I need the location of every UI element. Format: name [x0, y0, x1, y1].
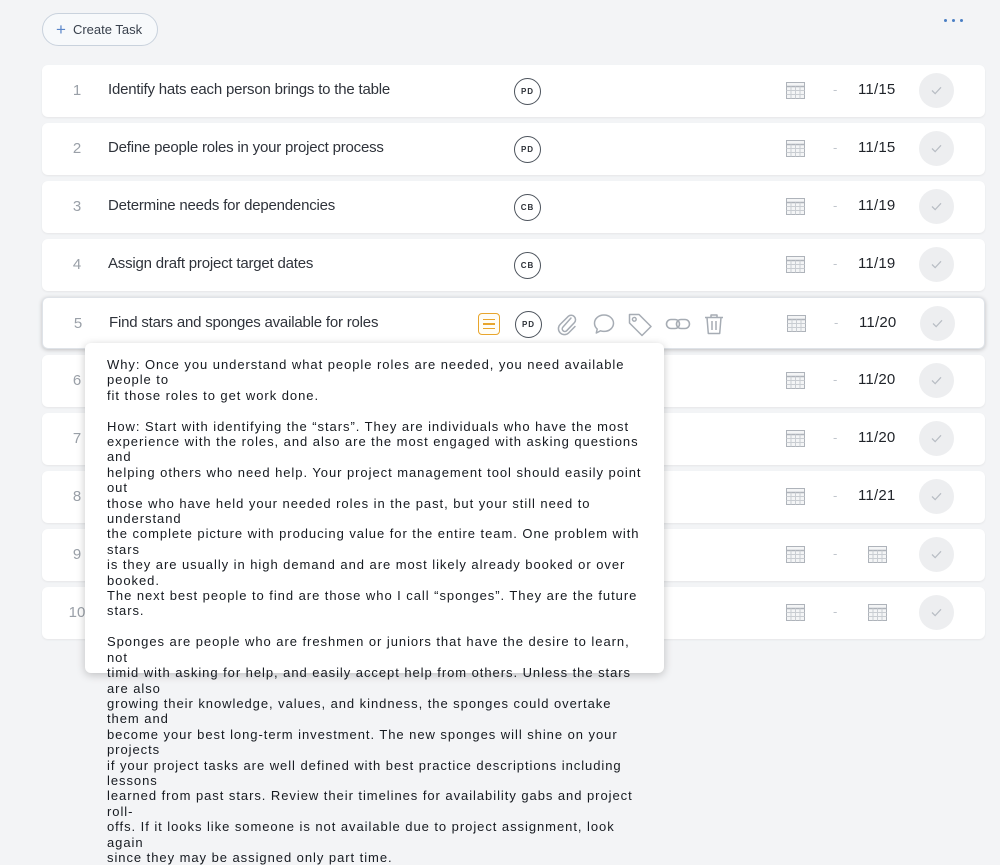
due-date[interactable]: 11/15 [858, 139, 896, 156]
task-row[interactable] [42, 123, 985, 175]
task-number: 3 [72, 198, 82, 215]
more-horizontal-icon[interactable] [944, 19, 963, 22]
due-date-calendar-icon[interactable] [868, 604, 887, 621]
complete-check-icon[interactable] [919, 421, 954, 456]
task-row[interactable] [42, 239, 985, 291]
due-date[interactable]: 11/20 [859, 314, 897, 331]
start-date-calendar-icon[interactable] [786, 430, 805, 447]
notes-paragraph: How: Start with identifying the “stars”. They are individuals who have the most experience with the roles, and also are the most engaged with asking questions and helping others who need help. Your project management tool should easily point out those who have held your needed roles in the past, but your still need to understand the complete picture with producing value for the entire team. One problem with stars is they are usually in high demand and are most likely already booked or over booked. The next best people to find are those who I call “sponges”. They are the future stars. [107, 418, 642, 619]
assignee-avatar[interactable]: PD [514, 78, 541, 105]
date-separator: - [833, 430, 838, 445]
task-number: 2 [72, 140, 82, 157]
date-separator: - [834, 315, 839, 330]
task-number: 4 [72, 256, 82, 273]
complete-check-icon[interactable] [919, 595, 954, 630]
task-number: 1 [72, 82, 82, 99]
notes-paragraph: Why: Once you understand what people roles are needed, you need available people to fit those roles to get work done. [107, 357, 625, 403]
date-separator: - [833, 372, 838, 387]
assignee-avatar[interactable]: CB [514, 252, 541, 279]
attachment-icon[interactable] [555, 312, 581, 336]
task-number: 10 [68, 604, 86, 621]
due-date[interactable]: 11/19 [858, 197, 896, 214]
task-number: 6 [72, 372, 82, 389]
date-separator: - [833, 546, 838, 561]
due-date[interactable]: 11/15 [858, 81, 896, 98]
task-row[interactable] [42, 65, 985, 117]
create-task-label: Create Task [72, 22, 143, 37]
date-separator: - [833, 488, 838, 503]
notes-paragraph: Sponges are people who are freshmen or juniors that have the desire to learn, not timid with asking for help, and easily accept help from others. Unless the stars are also growing their knowledge, values, and kindness, the sponges could overtake them and become your best long-term investment. The new sponges will shine on your projects if your project tasks are well defined with best practice descriptions including lessons learned from past stars. Review their timelines for availability gabs and project roll- offs. If it looks like someone is not available due to project assignment, look again since they may be assigned only part time. [107, 634, 633, 865]
task-number: 5 [73, 315, 83, 332]
notes-icon[interactable] [478, 313, 500, 335]
task-title[interactable]: Determine needs for dependencies [108, 197, 336, 214]
start-date-calendar-icon[interactable] [786, 256, 805, 273]
task-title[interactable]: Find stars and sponges available for roles [109, 314, 379, 331]
task-row[interactable] [42, 181, 985, 233]
date-separator: - [833, 82, 838, 97]
task-number: 7 [72, 430, 82, 447]
assignee-avatar[interactable]: PD [514, 136, 541, 163]
date-separator: - [833, 256, 838, 271]
link-icon[interactable] [665, 312, 691, 336]
task-notes-popup [85, 343, 664, 865]
date-separator: - [833, 140, 838, 155]
assignee-avatar[interactable]: PD [515, 311, 542, 338]
start-date-calendar-icon[interactable] [787, 315, 806, 332]
complete-check-icon[interactable] [919, 189, 954, 224]
start-date-calendar-icon[interactable] [786, 82, 805, 99]
complete-check-icon[interactable] [919, 247, 954, 282]
comment-icon[interactable] [592, 312, 618, 336]
start-date-calendar-icon[interactable] [786, 546, 805, 563]
complete-check-icon[interactable] [919, 537, 954, 572]
due-date[interactable]: 11/19 [858, 255, 896, 272]
start-date-calendar-icon[interactable] [786, 604, 805, 621]
due-date[interactable]: 11/21 [858, 487, 896, 504]
task-title[interactable]: Define people roles in your project process [108, 139, 384, 156]
task-number: 9 [72, 546, 82, 563]
task-row[interactable] [42, 297, 985, 349]
complete-check-icon[interactable] [920, 306, 955, 341]
assignee-avatar[interactable]: CB [514, 194, 541, 221]
due-date[interactable]: 11/20 [858, 429, 896, 446]
trash-icon[interactable] [702, 312, 728, 336]
due-date[interactable]: 11/20 [858, 371, 896, 388]
start-date-calendar-icon[interactable] [786, 198, 805, 215]
date-separator: - [833, 604, 838, 619]
create-task-button[interactable] [42, 13, 158, 46]
tag-icon[interactable] [627, 312, 653, 336]
plus-icon: + [56, 20, 66, 39]
start-date-calendar-icon[interactable] [786, 372, 805, 389]
complete-check-icon[interactable] [919, 131, 954, 166]
complete-check-icon[interactable] [919, 73, 954, 108]
task-number: 8 [72, 488, 82, 505]
task-title[interactable]: Identify hats each person brings to the table [108, 81, 391, 98]
start-date-calendar-icon[interactable] [786, 488, 805, 505]
complete-check-icon[interactable] [919, 479, 954, 514]
start-date-calendar-icon[interactable] [786, 140, 805, 157]
task-title[interactable]: Assign draft project target dates [108, 255, 314, 272]
due-date-calendar-icon[interactable] [868, 546, 887, 563]
date-separator: - [833, 198, 838, 213]
complete-check-icon[interactable] [919, 363, 954, 398]
